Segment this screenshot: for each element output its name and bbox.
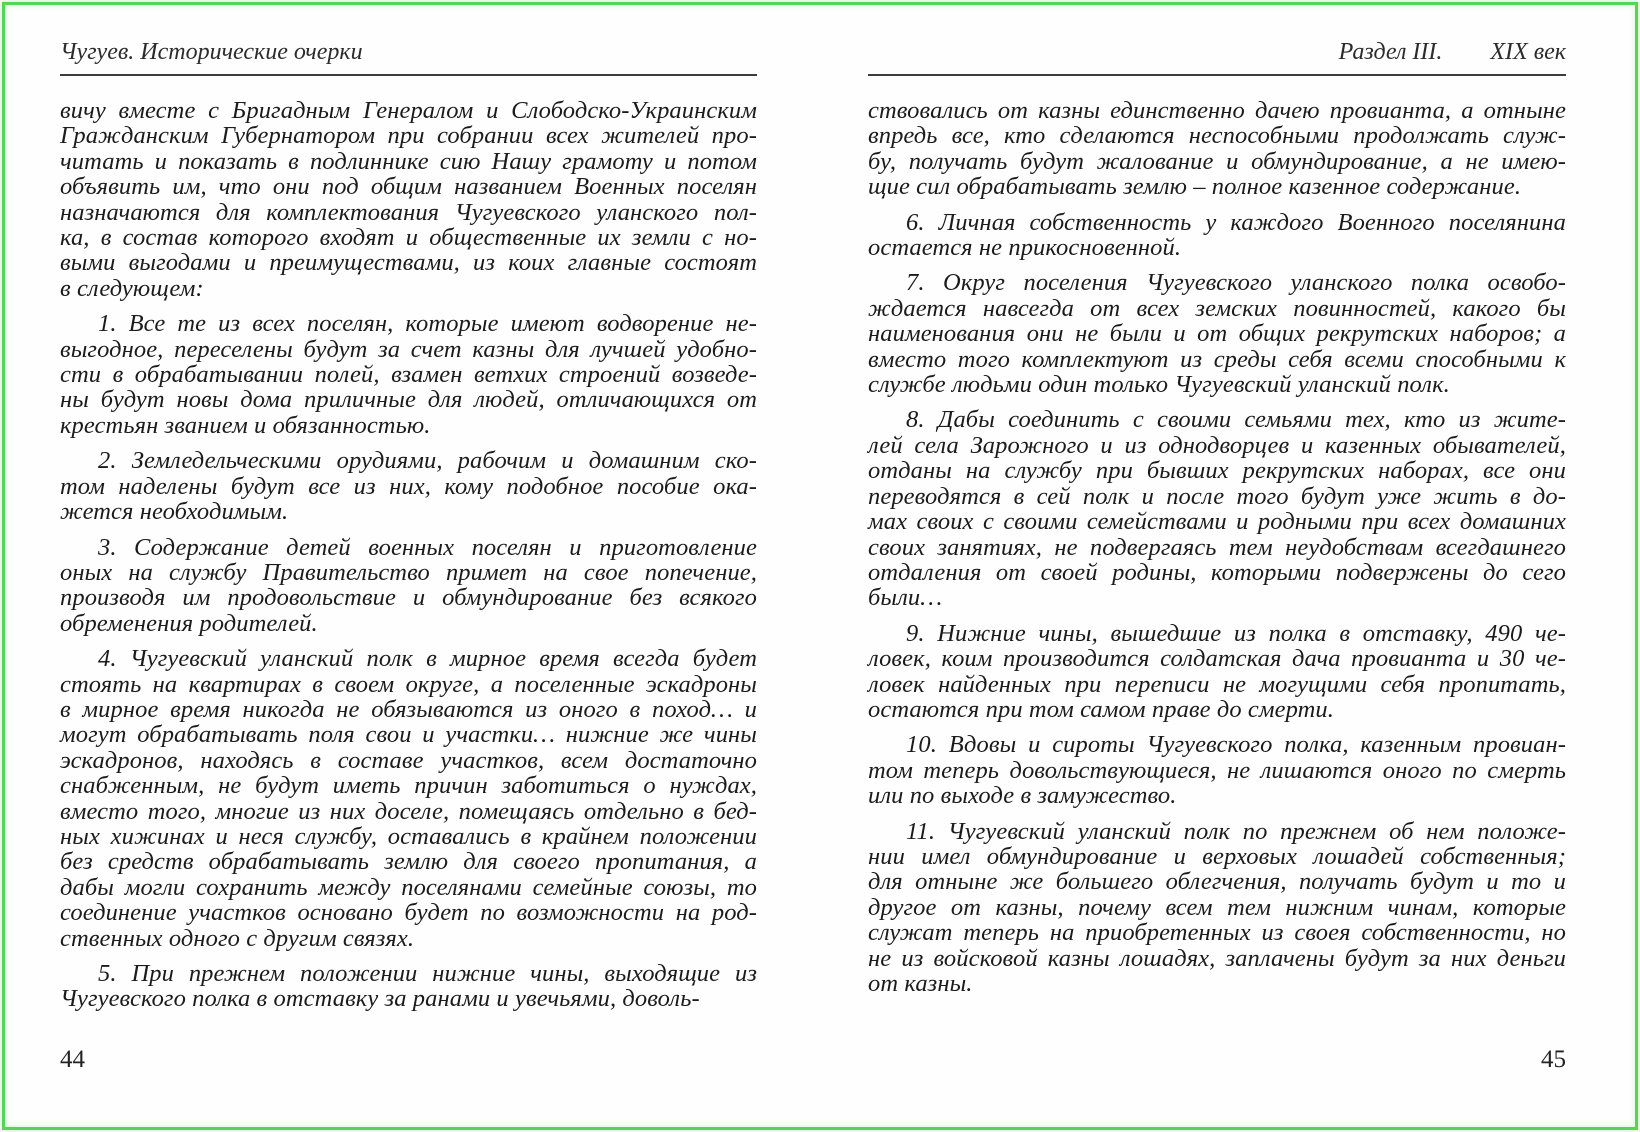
text-line: стоять на квартирах в своем округе, а поселенные эскадроны: [60, 670, 757, 698]
text-line: читать и показать в подлиннике сию Нашу грамоту и потом: [60, 147, 757, 175]
text-line: нии имел обмундирование и верховых лошадей собственныя;: [868, 842, 1566, 870]
paragraph: [868, 210, 1566, 261]
text-line: отдаления от своей родины, которыми подвержены до сего: [868, 558, 1566, 586]
header-rule: [60, 74, 757, 76]
text-line: службе людьми один только Чугуевский уланский полк.: [868, 371, 1450, 399]
text-line: в следующем:: [60, 274, 204, 302]
text-line: ных хижинах и неся службу, оставались в крайнем положении: [60, 822, 757, 850]
text-line: вместо того, многие из них доселе, помещаясь отдельно в бед-: [60, 797, 757, 825]
text-line: впредь все, кто сделаются неспособными продолжать служ-: [868, 122, 1566, 150]
book-title: Чугуев. Исторические очерки: [60, 39, 363, 65]
text-line: крестьян званием и обязанностью.: [60, 411, 431, 439]
text-line: отданы на службу при бывших рекрутских наборах, все они: [868, 457, 1566, 485]
left-page-text: [60, 98, 757, 1012]
section-title: Раздел III.: [1338, 39, 1443, 65]
text-line: ка, в состав которого входят и общественные их земли с но-: [60, 224, 757, 252]
text-line: ловек найденных при переписи не могущими себя пропитать,: [868, 670, 1566, 698]
text-line: сти в обрабатывании полей, взамен ветхих строений возведе-: [60, 361, 757, 389]
running-header-right: [868, 30, 1566, 70]
text-line: ны будут новы дома приличные для людей, отличающихся от: [60, 386, 757, 414]
text-line: служат теперь на приобретенных из своея собственности, но: [868, 919, 1566, 947]
text-line: 9. Нижние чины, вышедшие из полка в отставку, 490 че-: [906, 619, 1566, 647]
right-page-text: [868, 98, 1566, 996]
paragraph: [868, 407, 1566, 610]
text-line: для отныне же большего облегчения, получать будут и то и: [868, 868, 1566, 896]
text-line: не из войсковой казны лошадях, заплачены будут за них деньги: [868, 944, 1566, 972]
text-line: назначаются для комплектования Чугуевского уланского пол-: [60, 198, 757, 226]
text-line: выгодное, переселены будут за счет казны для лучшей удобно-: [60, 335, 757, 363]
text-line: дабы могли сохранить между поселянами семейные союзы, то: [60, 873, 757, 901]
text-line: выми выгодами и преимуществами, из коих главные состоят: [60, 249, 757, 277]
paragraph: [60, 961, 757, 1012]
paragraph: [868, 732, 1566, 808]
text-line: том наделены будут все из них, кому подобное пособие ока-: [60, 472, 757, 500]
text-line: другое от казны, почему всем тем нижним чинам, которые: [868, 893, 1566, 921]
text-line: вичу вместе с Бригадным Генералом и Слободско-Украинским: [60, 97, 757, 124]
paragraph: [60, 448, 757, 524]
text-line: 7. Округ поселения Чугуевского уланского полка освобо-: [906, 269, 1566, 297]
paragraph: [868, 621, 1566, 723]
page-number-left: 44: [60, 1046, 85, 1073]
text-line: эскадронов, находясь в составе участков, всем достаточно: [60, 746, 757, 774]
text-line: бу, получать будут жалование и обмундирование, а не имею-: [868, 147, 1566, 175]
text-line: Чугуевского полка в отставку за ранами и увечьями, доволь-: [60, 985, 700, 1013]
century-label: XIX век: [1490, 39, 1566, 65]
text-line: 11. Чугуевский уланский полк по прежнем об нем положе-: [906, 817, 1566, 845]
text-line: обременения родителей.: [60, 609, 318, 637]
paragraph: [868, 270, 1566, 397]
text-line: ловек, коим производится солдатская дача провианта и 30 че-: [868, 645, 1566, 673]
running-header-left: [60, 30, 757, 70]
text-line: 3. Содержание детей военных поселян и приготовление: [98, 533, 757, 561]
text-line: переводятся в сей полк и после того будут уже жить в до-: [868, 482, 1566, 510]
text-line: 2. Земледельческими орудиями, рабочим и домашним ско-: [98, 447, 757, 475]
text-line: остается не прикосновенной.: [868, 234, 1182, 262]
text-line: 10. Вдовы и сироты Чугуевского полка, казенным провиан-: [906, 731, 1566, 759]
page-left: [60, 30, 757, 1080]
text-line: были…: [868, 584, 943, 612]
text-line: 5. При прежнем положении нижние чины, выходящие из: [98, 960, 757, 987]
text-line: щие сил обрабатывать землю – полное казенное содержание.: [868, 173, 1522, 201]
text-line: 1. Все те из всех поселян, которые имеют водворение не-: [98, 310, 757, 338]
text-line: снабженным, не будут иметь причин заботиться о нуждах,: [60, 772, 757, 800]
page-number-right: 45: [1541, 1046, 1566, 1073]
paragraph: [868, 819, 1566, 997]
text-line: мах своих с своими семействами и родными при всех домашних: [868, 508, 1566, 536]
text-line: могут обрабатывать поля свои и участки… нижние же чины: [60, 721, 757, 749]
page-right: [868, 30, 1566, 1080]
text-line: наименования они не были и от общих рекрутских наборов; а: [868, 320, 1566, 348]
text-line: том теперь довольствующиеся, не лишаются оного по смерть: [868, 756, 1566, 784]
text-line: оных на службу Правительство примет на свое попечение,: [60, 558, 757, 586]
paragraph: [868, 98, 1566, 200]
header-rule: [868, 74, 1566, 76]
text-line: вместо того комплектуют из среды себя всеми способными к: [868, 345, 1566, 373]
text-line: 4. Чугуевский уланский полк в мирное время всегда будет: [98, 645, 757, 673]
text-line: объявить им, что они под общим названием Военных поселян: [60, 173, 757, 201]
paragraph: [60, 98, 757, 301]
text-line: от казны.: [868, 970, 973, 997]
text-line: производя им продовольствие и обмундирование без всякого: [60, 584, 757, 612]
paragraph: [60, 646, 757, 951]
paragraph: [60, 535, 757, 637]
text-line: ждается навсегда от всех земских повинностей, какого бы: [868, 294, 1566, 322]
text-line: или по выходе в замужество.: [868, 782, 1177, 810]
text-line: лей села Зарожного и из однодворцев и казенных обывателей,: [868, 431, 1566, 459]
text-line: ственных одного с другим связях.: [60, 924, 415, 952]
text-line: 8. Дабы соединить с своими семьями тех, кто из жите-: [906, 406, 1566, 434]
text-line: остаются при том самом праве до смерти.: [868, 695, 1335, 723]
text-line: соединение участков основано будет по возможности на род-: [60, 899, 757, 927]
text-line: без средств обрабатывать землю для своего пропитания, а: [60, 848, 757, 876]
paragraph: [60, 311, 757, 438]
text-line: ствовались от казны единственно дачею провианта, а отныне: [868, 97, 1566, 124]
text-line: своих занятиях, не подвергаясь тем неудобствам всегдашнего: [868, 533, 1566, 561]
text-line: Гражданским Губернатором при собрании всех жителей про-: [60, 122, 757, 150]
text-line: жется необходимым.: [60, 498, 289, 526]
text-line: в мирное время никогда не обязываются из оного в поход… и: [60, 695, 757, 723]
text-line: 6. Личная собственность у каждого Военного поселянина: [906, 208, 1566, 236]
